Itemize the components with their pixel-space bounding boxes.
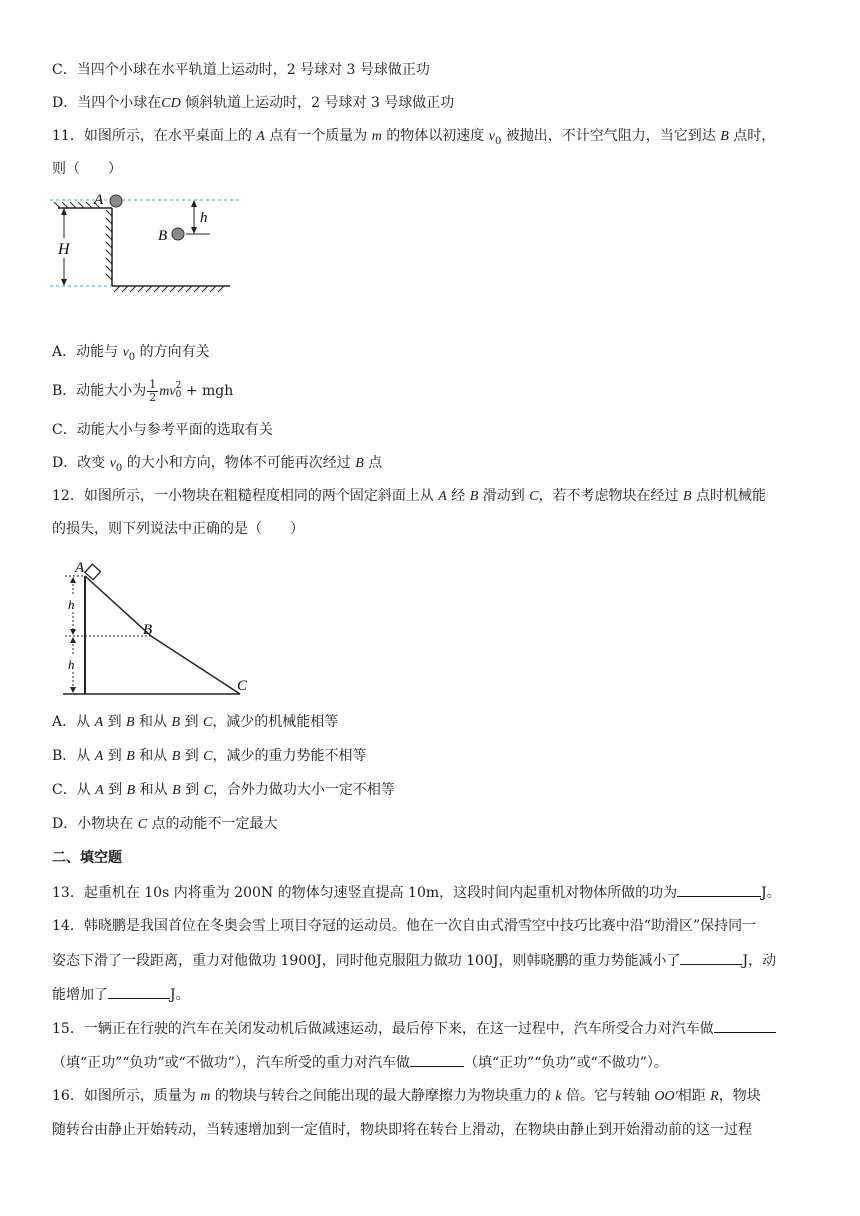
q11-ground-hatch bbox=[114, 286, 224, 292]
q12-option-c: C．从 A 到 B 和从 B 到 C，合外力做功大小一定不相等 bbox=[52, 782, 395, 798]
q12-slope-ab bbox=[85, 576, 151, 636]
q15-line-1: 15．一辆正在行驶的汽车在关闭发动机后做减速运动，最后停下来，在这一过程中，汽车所受合力对汽车做 bbox=[52, 1018, 812, 1039]
q16-line-2: 随转台由静止开始转动，当转速增加到一定值时，物块即将在转台上滑动，在物块由静止到开始滑动前的这一过程 bbox=[52, 1122, 752, 1138]
q11-ball-b bbox=[172, 228, 184, 240]
q12-stem-line-2: 的损失，则下列说法中正确的是（ ） bbox=[52, 521, 304, 537]
q12-label-C: C bbox=[237, 678, 248, 694]
q11-label-B: B bbox=[158, 228, 168, 244]
q12-label-h-lower: h bbox=[68, 657, 75, 672]
q13: 13．起重机在 10s 内将重为 200N 的物体匀速竖直提高 10m，这段时间内起重机对物体所做的功为 J。 bbox=[52, 882, 812, 903]
q11-ball-a bbox=[110, 195, 122, 207]
q12-option-a: A．从 A 到 B 和从 B 到 C，减少的机械能相等 bbox=[52, 714, 339, 730]
q12-slope-bc bbox=[151, 636, 240, 694]
q15-line-2: （填“正功”“负功”或“不做功”），汽车所受的重力对汽车做 （填“正功”“负功”或“不做功”）。 bbox=[52, 1052, 812, 1073]
q12-label-h-upper: h bbox=[68, 597, 75, 612]
q13-answer-blank[interactable] bbox=[677, 882, 761, 897]
q14-line-3: 能增加了 J。 bbox=[52, 984, 812, 1005]
q12-stem-line-1: 12．如图所示，一小物块在粗糙程度相同的两个固定斜面上从 A 经 B 滑动到 C，若不考虑物块在经过 B 点时机械能 bbox=[52, 488, 767, 504]
section-heading-fill-in: 二、填空题 bbox=[52, 850, 122, 866]
q14-line-2: 姿态下滑了一段距离，重力对他做功 1900J，同时他克服阻力做功 100J，则韩晓鹏的重力势能减小了 J，动 bbox=[52, 950, 812, 971]
fraction-one-half: $\frac{1}{2}$ bbox=[149, 377, 157, 404]
q11-option-c: C．动能大小与参考平面的选取有关 bbox=[52, 422, 273, 438]
q14-answer-blank-1[interactable] bbox=[680, 950, 742, 965]
q10-option-d: D．当四个小球在CD 倾斜轨道上运动时，2 号球对 3 号球做正功 bbox=[52, 95, 455, 111]
q11-option-d: D．改变 $v_0$ 的大小和方向，物体不可能再次经过 B 点 bbox=[52, 455, 383, 474]
q14-answer-blank-2[interactable] bbox=[108, 984, 170, 999]
q12-label-A: A bbox=[75, 560, 85, 576]
q14-line-1: 14．韩晓鹏是我国首位在冬奥会雪上项目夺冠的运动员。他在一次自由式滑雪空中技巧比赛中沿“助滑区”保持同一 bbox=[52, 918, 757, 934]
q11-stem-line-2: 则（ ） bbox=[52, 161, 122, 177]
q11-stem-line-1: 11．如图所示，在水平桌面上的 A 点有一个质量为 m 的物体以初速度 $v_0$ 被抛出，不计空气阻力，当它到达 B 点时， bbox=[52, 128, 776, 147]
q12-figure bbox=[55, 556, 260, 698]
q11-option-b: B．动能大小为 $\frac{1}{2}$ mv 2 0 + mgh bbox=[52, 377, 234, 404]
q11-label-h: h bbox=[200, 210, 208, 226]
q11-option-a: A．动能与 $v_0$ 的方向有关 bbox=[52, 344, 210, 363]
q12-option-d: D．小物块在 C 点的动能不一定最大 bbox=[52, 816, 278, 832]
q16-line-1: 16．如图所示，质量为 m 的物块与转台之间能出现的最大静摩擦力为物块重力的 k 倍。它与转轴 OO′相距 R，物块 bbox=[52, 1088, 761, 1104]
q11-label-A: A bbox=[94, 192, 104, 208]
q15-answer-blank-2[interactable] bbox=[410, 1052, 464, 1067]
q11-figure bbox=[50, 188, 240, 298]
q11-wall-hatch bbox=[106, 210, 112, 280]
q15-answer-blank-1[interactable] bbox=[714, 1018, 776, 1033]
q11-label-H: H bbox=[58, 241, 70, 258]
q10-option-c: C．当四个小球在水平轨道上运动时，2 号球对 3 号球做正功 bbox=[52, 62, 430, 78]
q12-label-B: B bbox=[143, 622, 153, 638]
q12-option-b: B．从 A 到 B 和从 B 到 C，减少的重力势能不相等 bbox=[52, 748, 367, 764]
